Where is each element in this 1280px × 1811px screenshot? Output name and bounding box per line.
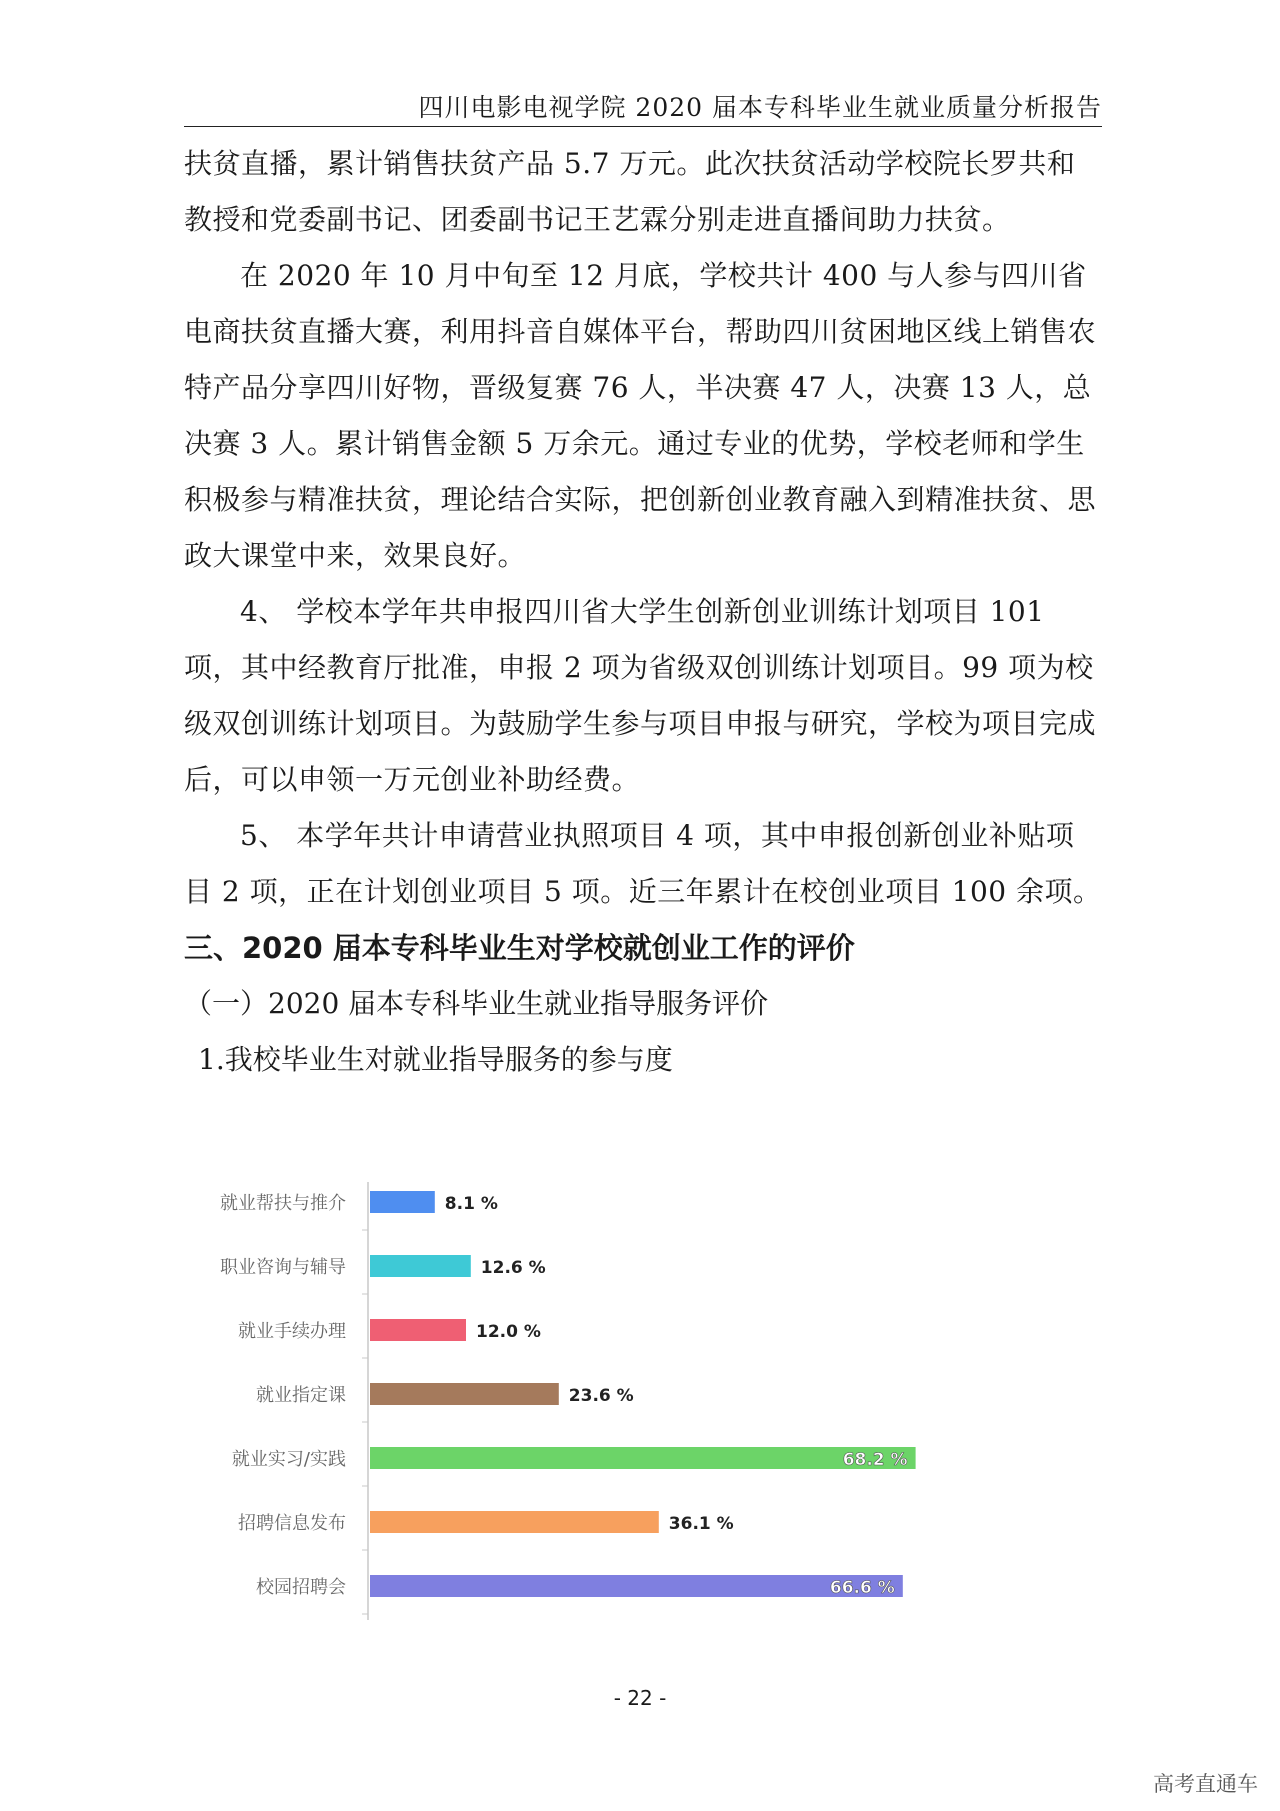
value-label: 8.1 % (444, 1194, 498, 1214)
chart-marks (220, 1191, 916, 1614)
paragraph-item-4: 4、 学校本学年共申报四川省大学生创新创业训练计划项目 101 项，其中经教育厅批准，申报 2 项为省级双创训练计划项目。99 项为校级双创训练计划项目。为鼓励学生参与项目申报与研究，学校为项目完成后，可以申领一万元创业补助经费。 (184, 595, 1097, 796)
category-label: 就业指定课 (256, 1385, 346, 1406)
value-label: 23.6 % (568, 1386, 634, 1406)
paragraph-item-5: 5、 本学年共计申请营业执照项目 4 项，其中申报创新创业补贴项目 2 项，正在计划创业项目 5 项。近三年累计在校创业项目 100 余项。 (184, 819, 1102, 908)
category-label: 就业帮扶与推介 (220, 1193, 346, 1214)
header-rule (184, 126, 1102, 127)
page-number: - 22 - (613, 1686, 667, 1710)
chart-heading: 1.我校毕业生对就业指导服务的参与度 (198, 1043, 673, 1076)
value-label: 66.6 % (829, 1578, 895, 1598)
category-label: 就业实习/实践 (231, 1449, 346, 1470)
body-text (184, 136, 1102, 1088)
category-label: 职业咨询与辅导 (220, 1257, 346, 1278)
category-label: 校园招聘会 (256, 1577, 346, 1598)
value-label: 36.1 % (668, 1514, 734, 1534)
bar (370, 1255, 471, 1277)
bar (370, 1319, 466, 1341)
category-label: 招聘信息发布 (238, 1513, 346, 1534)
bar (370, 1447, 916, 1469)
section-heading: 三、2020 届本专科毕业生对学校就创业工作的评价 (184, 931, 855, 965)
value-label: 12.6 % (480, 1258, 546, 1278)
paragraph-continued: 扶贫直播，累计销售扶贫产品 5.7 万元。此次扶贫活动学校院长罗共和教授和党委副书记、团委副书记王艺霖分别走进直播间助力扶贫。 (184, 147, 1076, 236)
paragraph-ecommerce-contest: 在 2020 年 10 月中旬至 12 月底，学校共计 400 与人参与四川省电商扶贫直播大赛，利用抖音自媒体平台，帮助四川贫困地区线上销售农特产品分享四川好物，晋级复赛 76 人，半决赛 47 人，决赛 13 人，总决赛 3 人。累计销售金额 5 万余元。通过专业的优势，学校老师和学生积极参与精准扶贫，理论结合实际，把创新创业教育融入到精准扶贫、思政大课堂中来，效果良好。 (184, 259, 1097, 572)
sub-heading: （一）2020 届本专科毕业生就业指导服务评价 (184, 987, 769, 1020)
bar (370, 1575, 903, 1597)
value-label: 12.0 % (476, 1322, 541, 1342)
bar (370, 1191, 435, 1213)
value-label: 68.2 % (842, 1450, 908, 1470)
participation-bar-chart (184, 1170, 1102, 1630)
category-label: 就业手续办理 (238, 1321, 346, 1342)
watermark: 高考直通车 (1153, 1772, 1258, 1796)
bar (370, 1511, 659, 1533)
bar (370, 1383, 559, 1405)
running-header: 四川电影电视学院 2020 届本专科毕业生就业质量分析报告 (418, 93, 1102, 122)
